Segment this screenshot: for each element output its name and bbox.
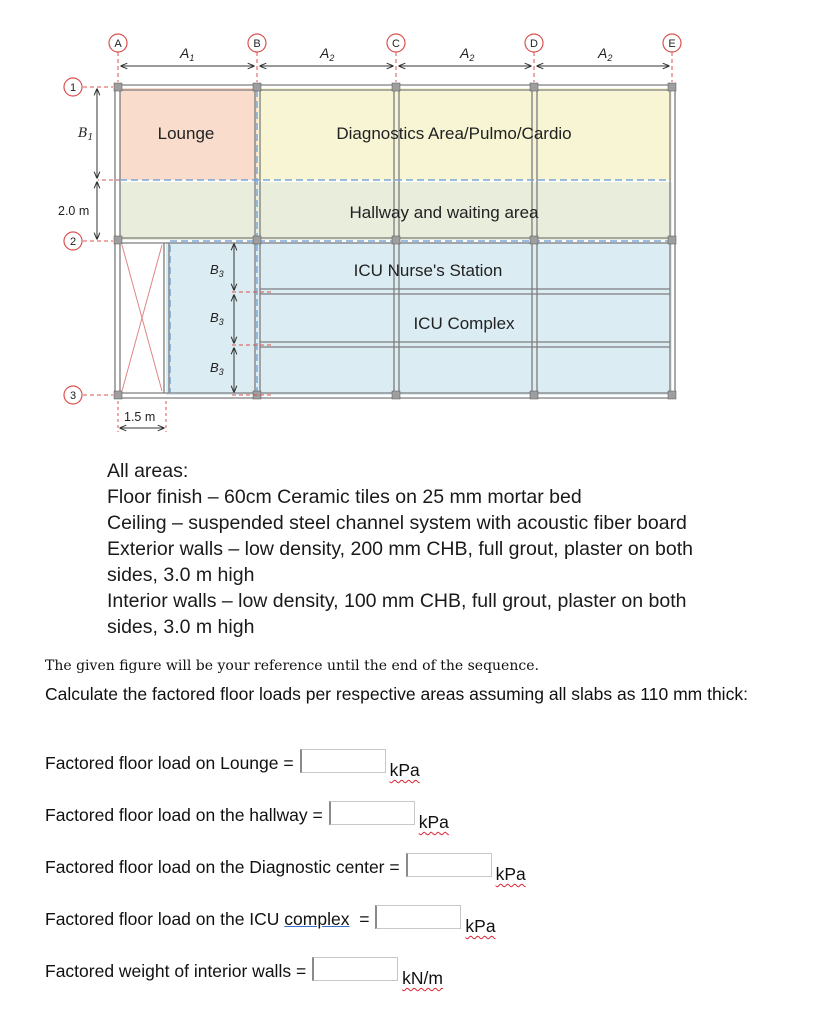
answer-row-icu bbox=[45, 905, 496, 935]
answer-label-lounge: Factored floor load on Lounge = bbox=[45, 753, 294, 773]
dim-b3-2: $B_3$ bbox=[210, 310, 224, 327]
grid-col-c: C bbox=[392, 38, 400, 50]
dim-b3-1: $B_3$ bbox=[210, 262, 224, 279]
answer-unit-diagnostic: kPa bbox=[495, 864, 526, 884]
answer-label-interior-walls: Factored weight of interior walls = bbox=[45, 961, 307, 981]
answer-row-diagnostic bbox=[45, 853, 526, 883]
room-label-hallway: Hallway and waiting area bbox=[349, 203, 539, 222]
load-notes bbox=[107, 458, 797, 640]
notes-exterior-walls: Exterior walls – low density, 200 mm CHB, full grout, plaster on both bbox=[107, 538, 693, 560]
room-label-icu-complex: ICU Complex bbox=[413, 314, 515, 333]
column-grid-markers bbox=[109, 34, 681, 82]
grid-col-b: B bbox=[253, 38, 261, 50]
answer-unit-icu: kPa bbox=[465, 916, 496, 936]
grid-col-e: E bbox=[668, 38, 676, 50]
dim-a2-cd: $A_2$ bbox=[460, 45, 475, 63]
answer-label-icu-complex: complex bbox=[284, 909, 350, 929]
notes-heading: All areas: bbox=[107, 460, 189, 482]
grid-row-2: 2 bbox=[69, 236, 77, 248]
intro-text: The given figure will be your reference until the end of the sequence. bbox=[45, 658, 539, 674]
answer-row-hallway bbox=[45, 801, 449, 831]
room-label-lounge: Lounge bbox=[157, 124, 215, 143]
room-label-icu-station: ICU Nurse's Station bbox=[353, 261, 503, 280]
answer-label-icu bbox=[45, 905, 369, 933]
row-grid-markers bbox=[64, 78, 120, 404]
grid-row-1: 1 bbox=[69, 82, 77, 94]
dim-a2-de: $A_2$ bbox=[598, 45, 613, 63]
dim-a1: $A_1$ bbox=[180, 45, 195, 63]
answer-row-interior-walls bbox=[45, 957, 443, 987]
answer-label-icu-pre: Factored floor load on the ICU bbox=[45, 909, 285, 929]
room-label-diagnostics: Diagnostics Area/Pulmo/Cardio bbox=[336, 124, 572, 143]
dim-b1: $B_1$ bbox=[78, 126, 94, 143]
hallway-load-input[interactable] bbox=[329, 801, 415, 825]
answer-label-hallway: Factored floor load on the hallway = bbox=[45, 805, 323, 825]
answer-row-lounge bbox=[45, 749, 420, 779]
notes-interior-walls: Interior walls – low density, 100 mm CHB, full grout, plaster on both bbox=[107, 590, 687, 612]
diagnostic-load-input[interactable] bbox=[406, 853, 492, 877]
dim-b3-3: $B_3$ bbox=[210, 360, 224, 377]
icu-load-input[interactable] bbox=[375, 905, 461, 929]
notes-interior-walls-cont: sides, 3.0 m high bbox=[107, 616, 255, 638]
question-text: Calculate the factored floor loads per respective areas assuming all slabs as 110 mm thick: bbox=[45, 684, 748, 704]
grid-col-a: A bbox=[114, 38, 122, 50]
interior-walls-input[interactable] bbox=[312, 957, 398, 981]
answer-unit-interior-walls: kN/m bbox=[402, 968, 443, 988]
dim-2m: 2.0 m bbox=[58, 204, 90, 218]
dim-a2-bc: $A_2$ bbox=[320, 45, 335, 63]
notes-ceiling: Ceiling – suspended steel channel system with acoustic fiber board bbox=[107, 512, 687, 534]
answer-label-icu-post: = bbox=[349, 909, 370, 929]
answer-unit-hallway: kPa bbox=[418, 812, 449, 832]
floor-plan-diagram bbox=[0, 0, 813, 440]
notes-floor-finish: Floor finish – 60cm Ceramic tiles on 25 mm mortar bed bbox=[107, 486, 582, 508]
dim-1-5m: 1.5 m bbox=[124, 410, 156, 424]
grid-col-d: D bbox=[530, 38, 538, 50]
answer-unit-lounge: kPa bbox=[389, 760, 420, 780]
grid-row-3: 3 bbox=[69, 390, 77, 402]
notes-exterior-walls-cont: sides, 3.0 m high bbox=[107, 564, 255, 586]
answer-label-diagnostic: Factored floor load on the Diagnostic center = bbox=[45, 857, 400, 877]
lounge-load-input[interactable] bbox=[300, 749, 386, 773]
